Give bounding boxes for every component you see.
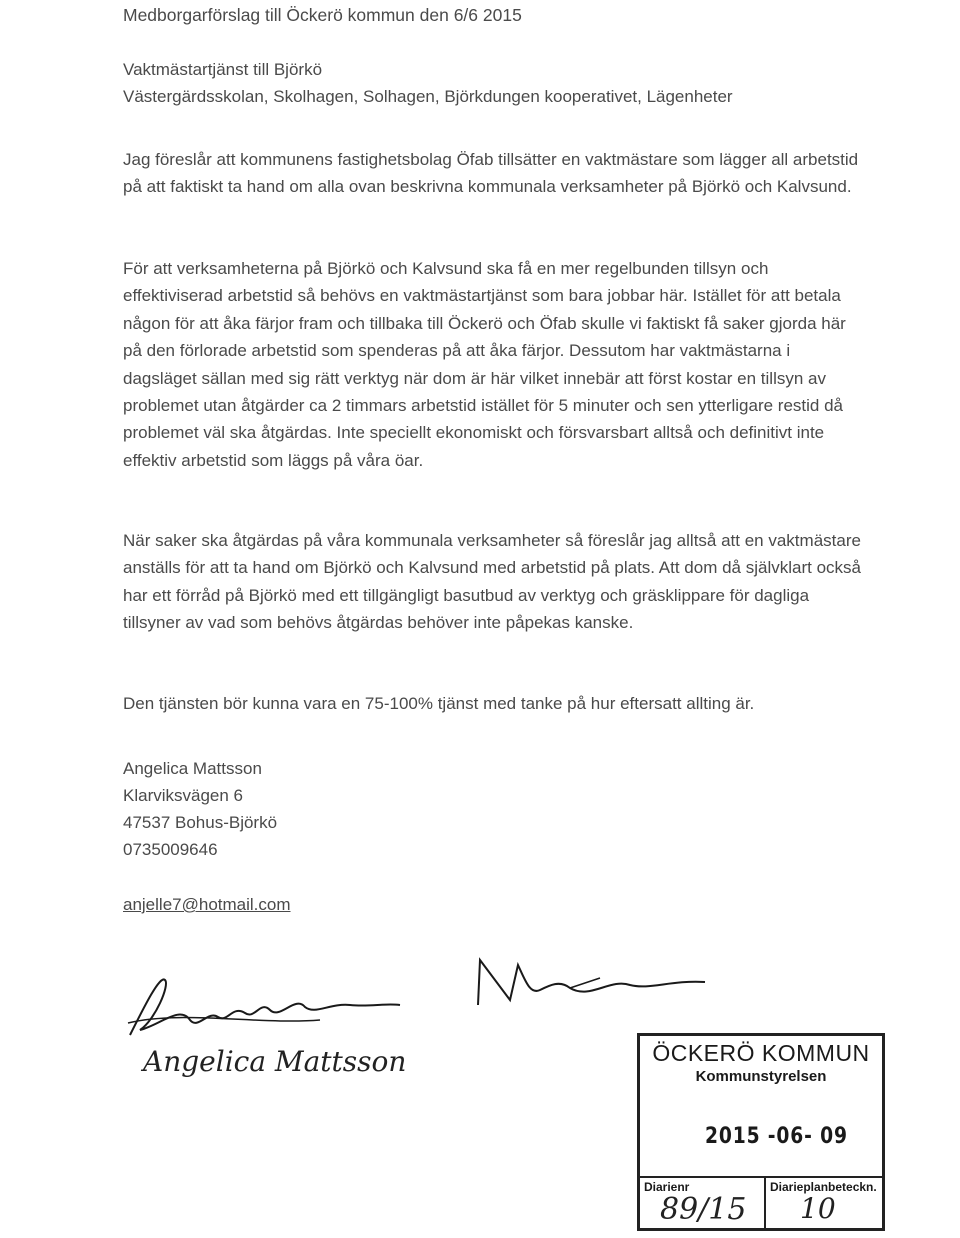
stamp-date: 2015 -06- 09 (705, 1124, 848, 1149)
handwritten-name: Angelica Mattsson (143, 1045, 407, 1078)
paragraph-2: För att verksamheterna på Björkö och Kalvsund ska få en mer regelbunden tillsyn och effektiviserad arbetstid så behövs en vaktmästartjänst som bara jobbar här. Istället för att betala någon för att åka färjor fram och tillbaka till Öckerö och Öfab skulle vi faktiskt få saker gjorda här på den förlorade arbetstid som spenderas på att åka färjor. Dessutom har vaktmästarna i dagsläget sällan med sig rätt verktyg när dom är här vilket innebär att först kostar en tillsyn av problemet utan åtgärder ca 2 timmars arbetstid istället för 5 minuter och sen ytterligare restid då problemet väl ska åtgärdas. Inte speciellt ekonomiskt och försvarsbart alltså och definitivt inte effektiv arbetstid som läggs på våra öar. (123, 259, 846, 470)
sender-phone: 0735009646 (123, 840, 218, 859)
sender-street: Klarviksvägen 6 (123, 786, 244, 805)
paragraph-3: När saker ska åtgärdas på våra kommunala verksamheter så föreslår jag alltså att en vaktmästare anställs för att ta hand om Björkö och Kalvsund med arbetstid på plats. Att dom då självklart också har ett förråd på Björkö med ett tillgängligt basutbud av verktyg och gräsklippare för dagliga tillsyner av vad som behövs åtgärdas behöver inte påpekas kanske. (123, 531, 861, 633)
signature-scribble-icon (120, 965, 420, 1045)
paragraph-4: Den tjänsten bör kunna vara en 75-100% tjänst med tanke på hur eftersatt allting är. (123, 694, 755, 713)
official-signature-icon (470, 950, 710, 1010)
stamp-title: ÖCKERÖ KOMMUN (652, 1040, 870, 1066)
stamp-diarieplan-label: Diarieplanbeteckn. (770, 1180, 877, 1194)
letter-header: Medborgarförslag till Öckerö kommun den 6/6 2015 (123, 5, 522, 25)
sender-city: 47537 Bohus-Björkö (123, 813, 278, 832)
stamp-diarieplan-value: 10 (800, 1192, 836, 1225)
stamp-subtitle: Kommunstyrelsen (695, 1068, 827, 1085)
sender-name: Angelica Mattsson (123, 759, 262, 778)
stamp-diary-row (640, 1176, 882, 1230)
sender-email: anjelle7@hotmail.com (123, 895, 291, 914)
stamp-diarienr-value: 89/15 (660, 1192, 747, 1227)
subject-line-1: Vaktmästartjänst till Björkö (123, 60, 323, 79)
paragraph-1: Jag föreslår att kommunens fastighetsbolag Öfab tillsätter en vaktmästare som lägger all arbetstid på att faktiskt ta hand om alla ovan beskrivna kommunala verksamheter på Björkö och Kalvsund. (123, 150, 859, 197)
stamp-diarienr-label: Diarienr (644, 1180, 690, 1194)
stamp-divider (764, 1178, 766, 1230)
subject-line-2: Västergärdsskolan, Skolhagen, Solhagen, Björkdungen kooperativet, Lägenheter (123, 87, 733, 106)
receipt-stamp (637, 1033, 885, 1231)
